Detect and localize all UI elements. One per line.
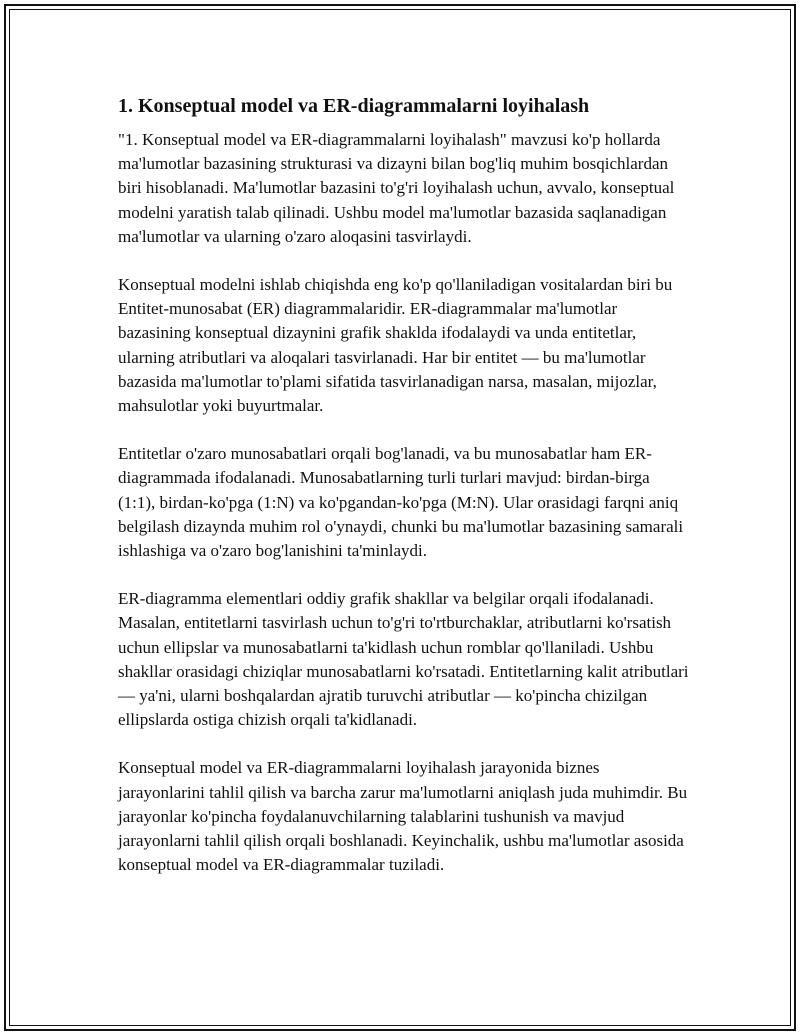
paragraph-2: Konseptual modelni ishlab chiqishda eng ko'p qo'llaniladigan vositalardan biri bu Entitet-munosabat (ER) diagrammalaridir. ER-diagrammalar ma'lumotlar bazasining konseptual dizaynini grafik shaklda ifodalaydi va unda entitetlar, ularning atributlari va aloqalari tasvirlanadi. Har bir entitet — bu ma'lumotlar bazasida ma'lumotlar to'plami sifatida tasvirlanadigan narsa, masalan, mijozlar, mahsulotlar yoki buyurtmalar. [118,275,673,416]
document-body [118,92,690,901]
paragraph-4: ER-diagramma elementlari oddiy grafik shakllar va belgilar orqali ifodalanadi. Masalan, entitetlarni tasvirlash uchun to'g'ri to'rtburchaklar, atributlarni ko'rsatish uchun ellipslar va munosabatlarni ta'kidlash uchun romblar qo'llaniladi. Ushbu shakllar orasidagi chiziqlar munosabatlarni ko'rsatadi. Entitetlarning kalit atributlari — ya'ni, ularni boshqalardan ajratib turuvchi atributlar — ko'pincha chizilgan ellipslarda ostiga chizish orqali ta'kidlanadi. [118,589,689,730]
document-title: 1. Konseptual model va ER-diagrammalarni loyihalash [118,95,590,117]
paragraph-1: "1. Konseptual model va ER-diagrammalarni loyihalash" mavzusi ko'p hollarda ma'lumotlar bazasining strukturasi va dizayni bilan bog'liq muhim bosqichlardan biri hisoblanadi. Ma'lumotlar bazasini to'g'ri loyihalash uchun, avvalo, konseptual modelni yaratish talab qilinadi. Ushbu model ma'lumotlar bazasida saqlanadigan ma'lumotlar va ularning o'zaro aloqasini tasvirlaydi. [118,130,675,246]
paragraph-3: Entitetlar o'zaro munosabatlari orqali bog'lanadi, va bu munosabatlar ham ER-diagrammada ifodalanadi. Munosabatlarning turli turlari mavjud: birdan-birga (1:1), birdan-ko'pga (1:N) va ko'pgandan-ko'pga (M:N). Ular orasidagi farqni aniq belgilash dizaynda muhim rol o'ynaydi, chunki bu ma'lumotlar bazasining samarali ishlashiga va o'zaro bog'lanishini ta'minlaydi. [118,444,684,561]
paragraph-5: Konseptual model va ER-diagrammalarni loyihalash jarayonida biznes jarayonlarini tahlil qilish va barcha zarur ma'lumotlarni aniqlash juda muhimdir. Bu jarayonlar ko'pincha foydalanuvchilarning talablarini tushunish va mavjud jarayonlarni tahlil qilish orqali boshlanadi. Keyinchalik, ushbu ma'lumotlar asosida konseptual model va ER-diagrammalar tuziladi. [118,758,688,875]
